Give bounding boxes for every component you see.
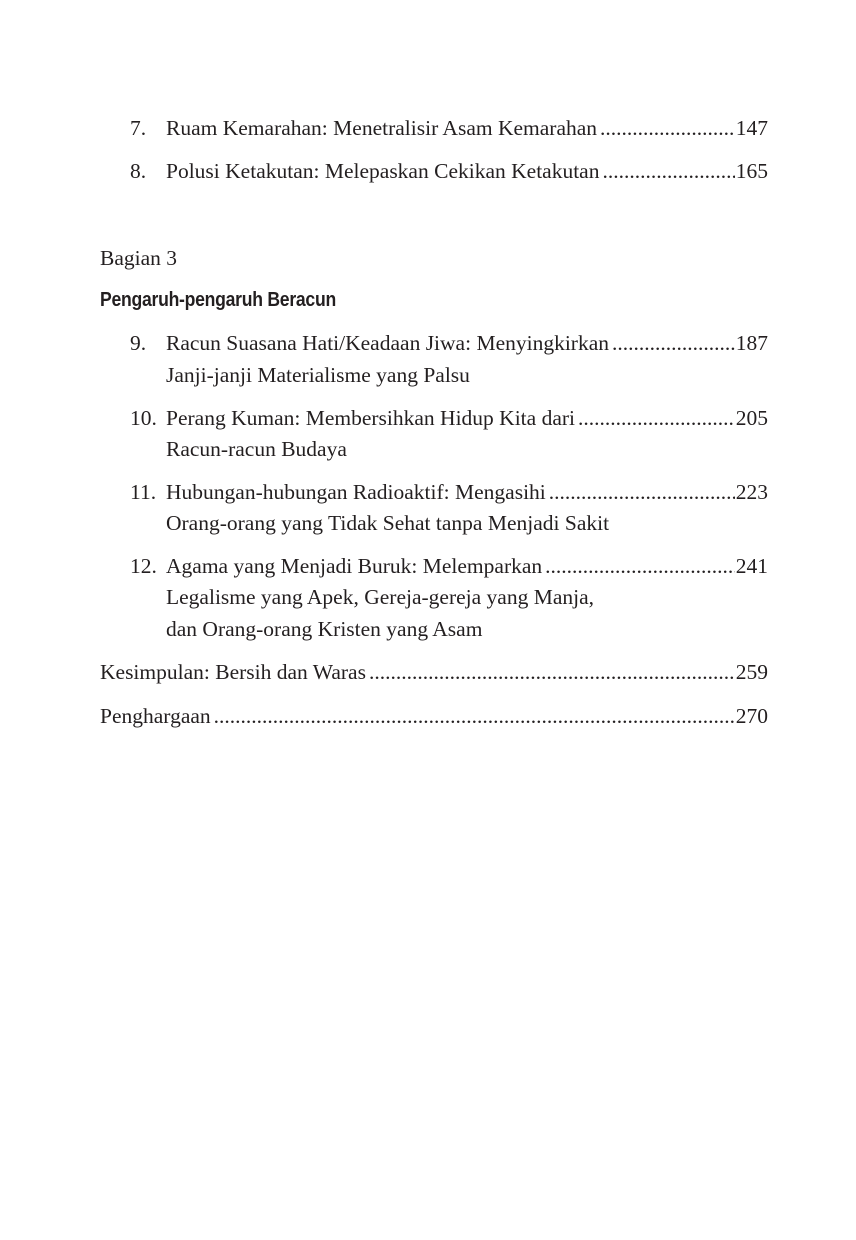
entry-line xyxy=(166,551,768,581)
dot-leader xyxy=(600,113,735,143)
entry-page: 187 xyxy=(735,331,768,355)
dot-leader xyxy=(612,328,735,358)
entry-page: 147 xyxy=(735,116,768,140)
entry-page: 241 xyxy=(735,554,768,578)
dot-leader xyxy=(214,701,735,731)
entry-page: 205 xyxy=(735,406,768,430)
entry-title-continuation: Legalisme yang Apek, Gereja-gereja yang Manja, xyxy=(166,585,595,609)
entry-title-continuation: Racun-racun Budaya xyxy=(166,437,347,461)
part-label: Bagian 3 xyxy=(100,246,178,270)
entry-title: Agama yang Menjadi Buruk: Melemparkan xyxy=(166,554,543,578)
entry-line xyxy=(100,657,768,687)
entry-number: 8. xyxy=(130,159,147,183)
entry-page: 259 xyxy=(735,660,768,684)
entry-page: 165 xyxy=(735,159,768,183)
entry-page: 223 xyxy=(735,480,768,504)
entry-line xyxy=(166,156,768,186)
dot-leader xyxy=(578,403,735,433)
entry-line xyxy=(166,477,768,507)
entry-title: Polusi Ketakutan: Melepaskan Cekikan Ketakutan xyxy=(166,159,600,183)
part-title: Pengaruh-pengaruh Beracun xyxy=(100,289,336,311)
entry-line xyxy=(166,403,768,433)
entry-number: 11. xyxy=(130,480,157,504)
entry-number: 9. xyxy=(130,331,147,355)
entry-title-continuation: dan Orang-orang Kristen yang Asam xyxy=(166,617,483,641)
dot-leader xyxy=(549,477,735,507)
entry-title: Perang Kuman: Membersihkan Hidup Kita dari xyxy=(166,406,576,430)
entry-title: Hubungan-hubungan Radioaktif: Mengasihi xyxy=(166,480,546,504)
entry-page: 270 xyxy=(735,704,768,728)
entry-title: Kesimpulan: Bersih dan Waras xyxy=(100,660,366,684)
entry-title-continuation: Orang-orang yang Tidak Sehat tanpa Menjadi Sakit xyxy=(166,511,610,535)
dot-leader xyxy=(369,657,735,687)
dot-leader xyxy=(602,156,734,186)
entry-number: 12. xyxy=(130,554,157,578)
entry-title: Penghargaan xyxy=(100,704,211,728)
entry-line xyxy=(100,701,768,731)
entry-title-continuation: Janji-janji Materialisme yang Palsu xyxy=(166,363,470,387)
entry-number: 10. xyxy=(130,406,157,430)
dot-leader xyxy=(545,551,735,581)
entry-line xyxy=(166,328,768,358)
entry-number: 7. xyxy=(130,116,147,140)
entry-title: Ruam Kemarahan: Menetralisir Asam Kemarahan xyxy=(166,116,598,140)
entry-line xyxy=(166,113,768,143)
entry-title: Racun Suasana Hati/Keadaan Jiwa: Menyingkirkan xyxy=(166,331,610,355)
